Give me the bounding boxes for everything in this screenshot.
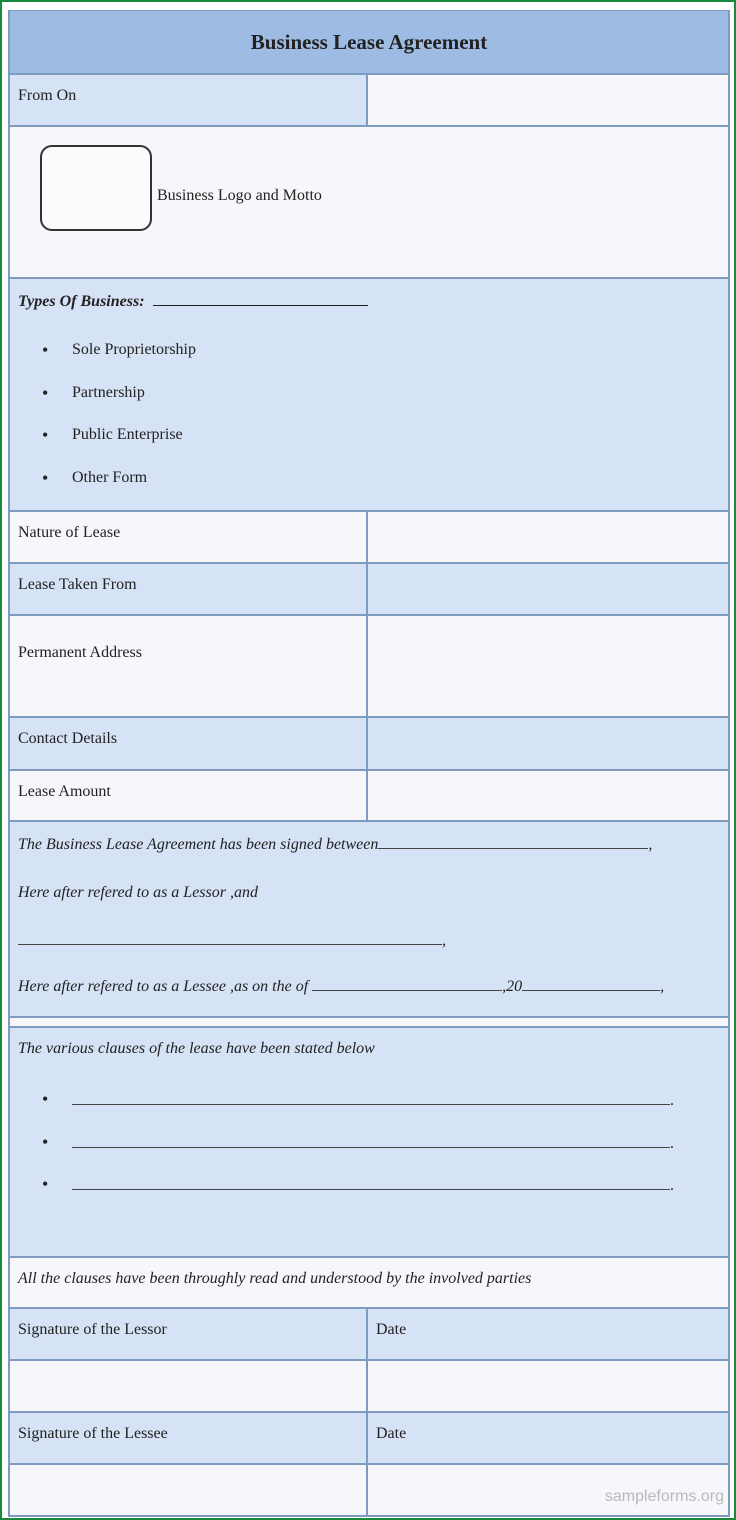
clause-item [42,1090,674,1133]
agreement-year-field[interactable] [522,976,660,991]
lease-amount-label: Lease Amount [10,771,368,820]
lease-taken-from-label: Lease Taken From [10,564,368,614]
clauses-section [10,1026,728,1256]
lessor-signature-header-row [10,1307,728,1359]
business-type-item: • Partnership [42,384,196,427]
agreement-parties-section [10,820,728,1016]
permanent-address-row [10,614,728,716]
nature-of-lease-field[interactable] [368,512,728,562]
lessee-text: Here after refered to as a Lessee ,as on the of [18,978,309,995]
lessee-date-label: Date [376,1425,407,1442]
types-of-business-label: Types Of Business: [18,293,145,310]
period: . [670,1177,674,1194]
lessee-signature-field[interactable] [10,1465,368,1515]
lessor-date-label: Date [376,1321,407,1338]
clauses-list [42,1090,674,1218]
business-type-item: • Other Form [42,469,196,512]
form-title: Business Lease Agreement [10,10,728,73]
clause-item [42,1133,674,1176]
watermark: sampleforms.org [604,1488,724,1505]
lessor-name-field[interactable] [378,834,648,849]
year-prefix: ,20 [502,978,523,995]
from-on-label: From On [10,75,368,125]
from-on-row [10,73,728,125]
lessor-signature-row [10,1359,728,1411]
contact-details-row [10,716,728,769]
types-of-business-row [10,277,728,510]
lessor-date-field[interactable] [368,1361,728,1411]
lessee-signature-label: Signature of the Lessee [10,1413,368,1463]
period: . [670,1092,674,1109]
nature-of-lease-row [10,510,728,562]
lessee-name-line [18,930,446,950]
agreement-date-field[interactable] [312,976,502,991]
clause-field[interactable] [72,1090,670,1105]
lease-amount-field[interactable] [368,771,728,820]
business-type-item: • Sole Proprietorship [42,341,196,384]
business-types-list [42,341,196,511]
clause-item [42,1175,674,1218]
lease-amount-row [10,769,728,820]
types-of-business-heading [18,291,368,311]
clause-field[interactable] [72,1175,670,1190]
acknowledgement-text: All the clauses have been throughly read and understood by the involved parties [18,1270,532,1287]
comma: , [442,932,446,949]
permanent-address-label: Permanent Address [10,616,368,716]
lease-taken-from-row [10,562,728,614]
from-on-field[interactable] [368,75,728,125]
comma: , [660,978,665,995]
lessee-signature-header-row [10,1411,728,1463]
clauses-heading: The various clauses of the lease have been stated below [18,1040,375,1057]
signed-between-line [18,834,652,854]
section-gap [10,1016,728,1026]
permanent-address-field[interactable] [368,616,728,716]
contact-details-field[interactable] [368,718,728,769]
acknowledgement-row [10,1256,728,1307]
lessor-signature-label: Signature of the Lessor [10,1309,368,1359]
lessee-date-line [18,976,664,996]
lease-taken-from-field[interactable] [368,564,728,614]
period: . [670,1134,674,1152]
signed-between-text: The Business Lease Agreement has been signed between [18,836,379,853]
lessor-signature-field[interactable] [10,1361,368,1411]
lessor-text: Here after refered to as a Lessor ,and [18,884,258,901]
lease-form [8,10,730,1517]
clause-field[interactable] [72,1133,670,1148]
business-type-item: • Public Enterprise [42,426,196,469]
logo-row [10,125,728,277]
contact-details-label: Contact Details [10,718,368,769]
logo-motto-label: Business Logo and Motto [157,187,322,204]
lessee-name-field[interactable] [18,930,442,945]
types-of-business-field[interactable] [153,291,368,306]
logo-placeholder[interactable] [40,145,152,231]
comma: , [648,836,653,853]
nature-of-lease-label: Nature of Lease [10,512,368,562]
